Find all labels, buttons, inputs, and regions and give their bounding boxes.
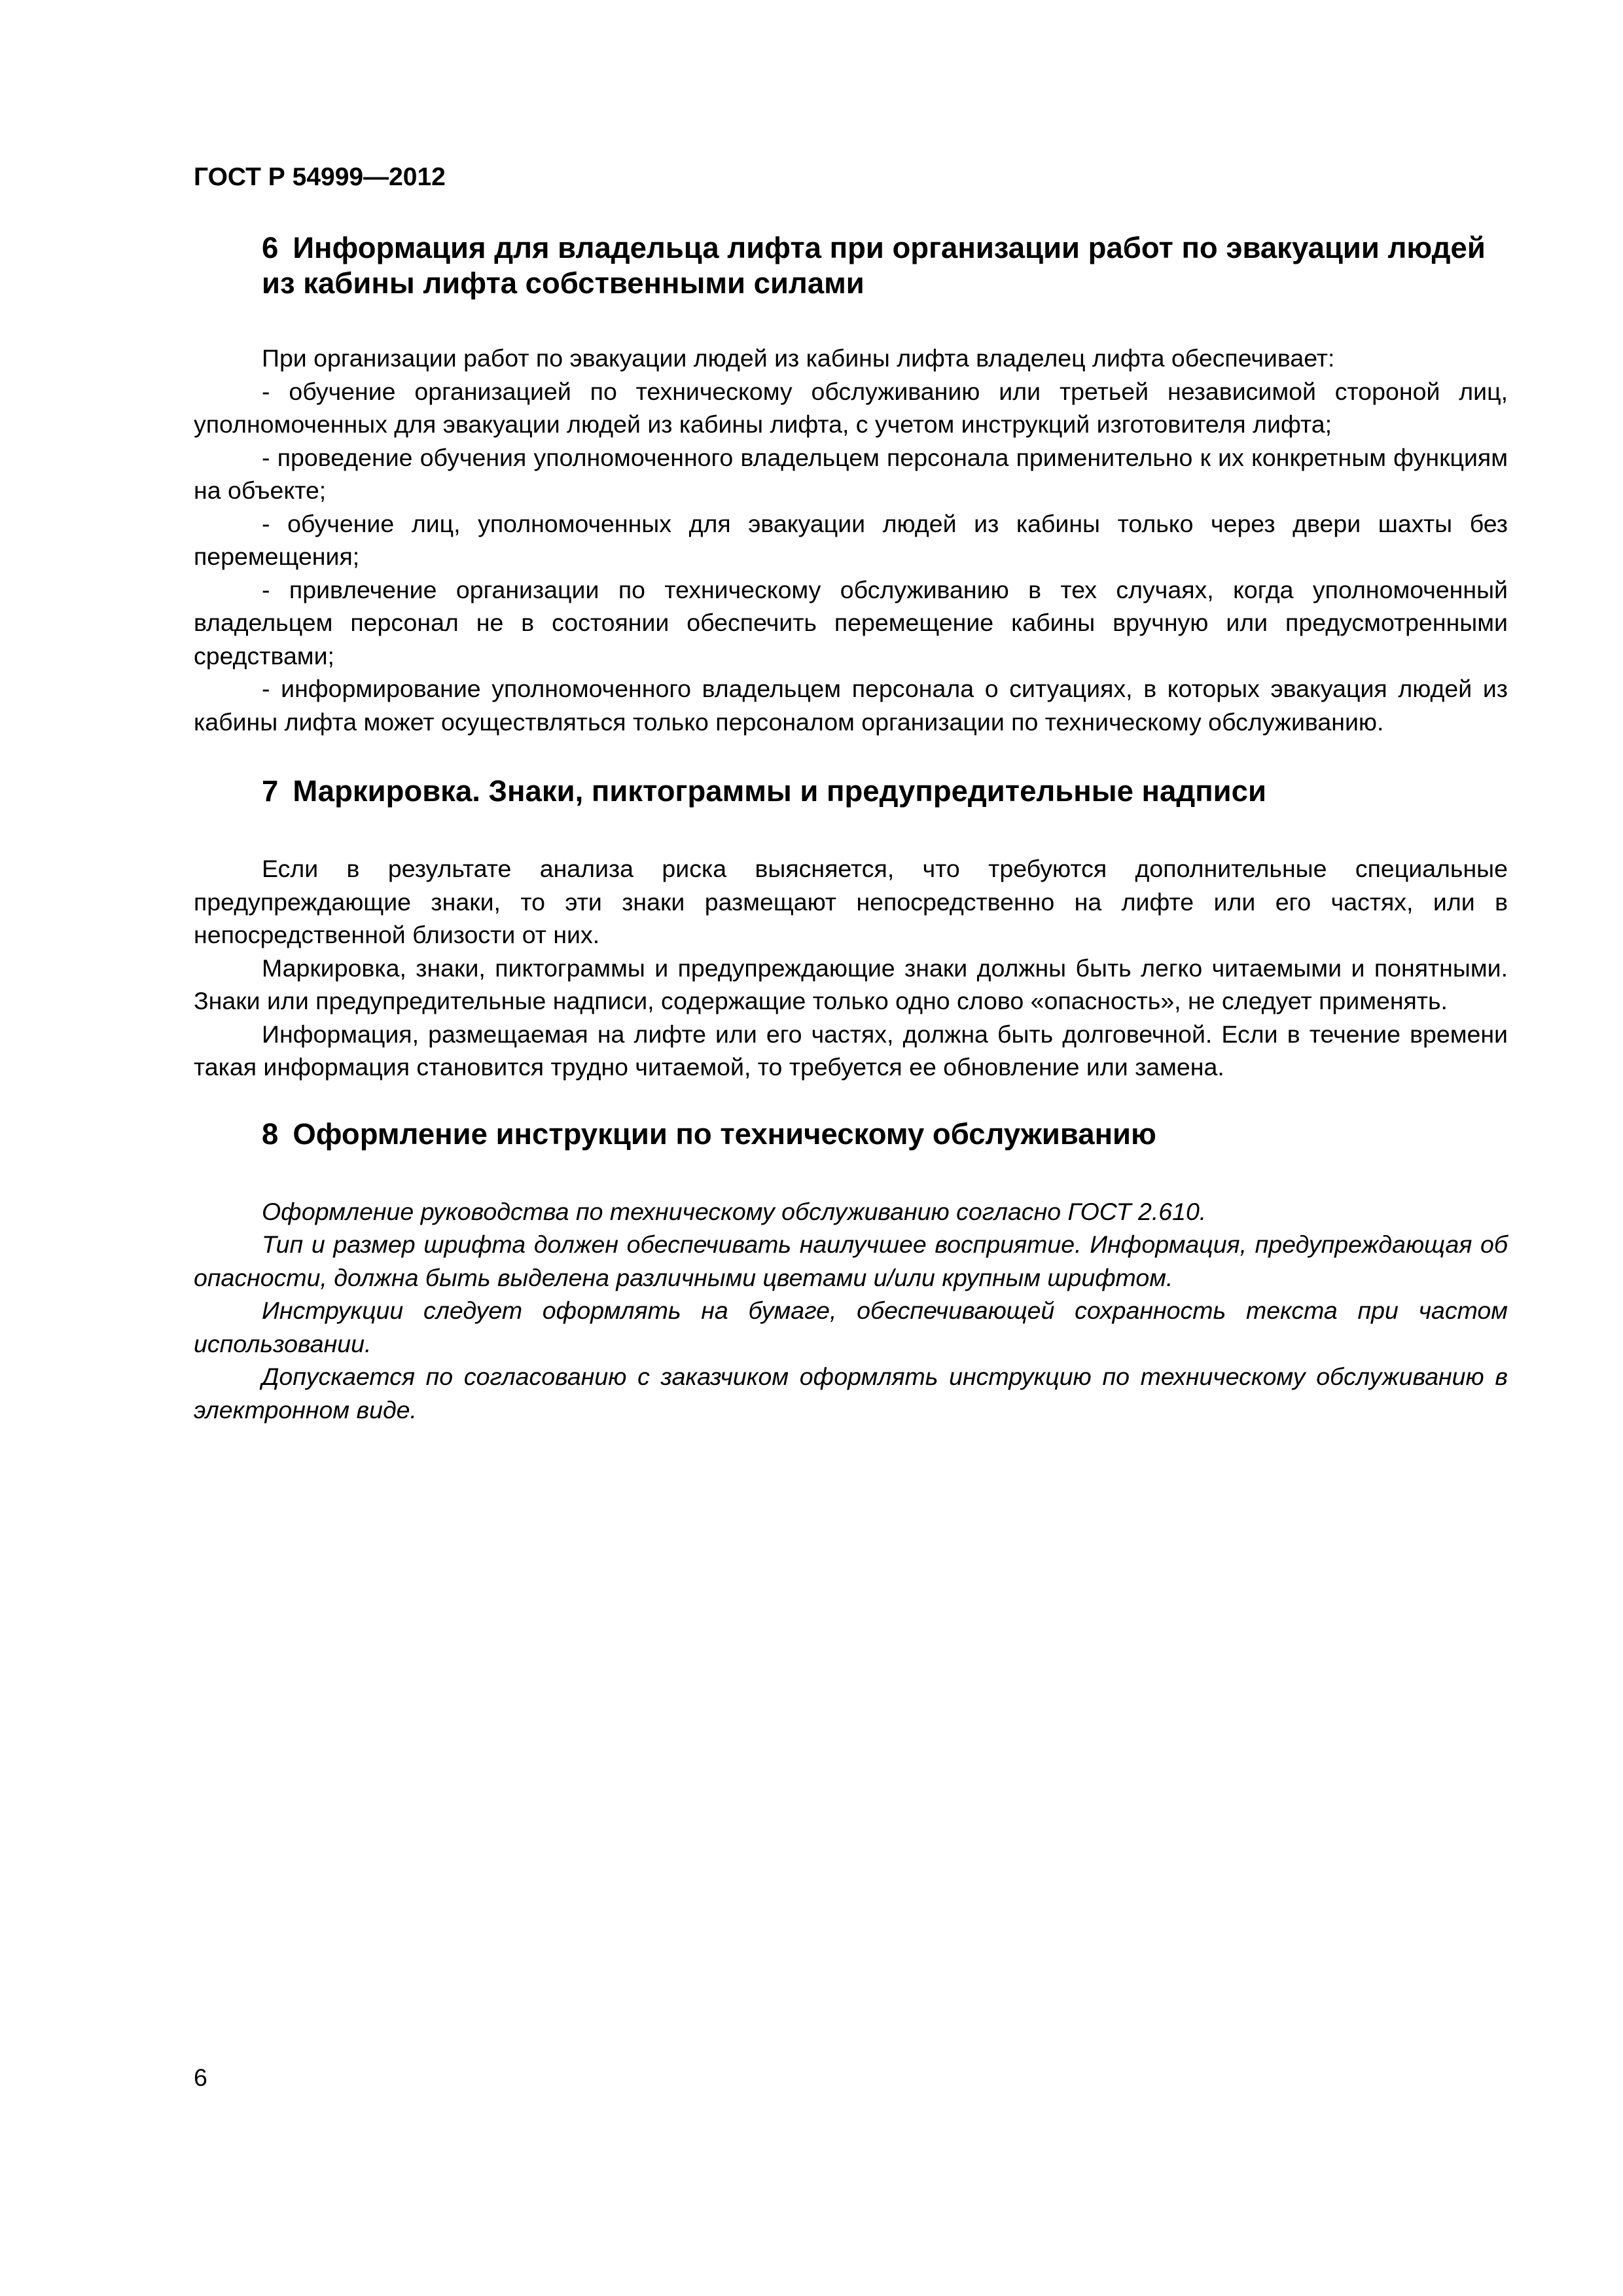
- section-7: [194, 774, 1508, 1084]
- section-7-heading: [194, 774, 1508, 809]
- section-6-intro: При организации работ по эвакуации людей из кабины лифта владелец лифта обеспечивает:: [262, 344, 1335, 372]
- section-8-paragraph-4: Допускается по согласованию с заказчиком оформлять инструкцию по техническому обслуживанию в электронном виде.: [194, 1363, 1508, 1424]
- section-6-item-1: - обучение организацией по техническому обслуживанию или третьей независимой стороной лиц, уполномоченных для эвакуации людей из кабины лифта, с учетом инструкций изготовителя лифта;: [194, 377, 1508, 438]
- section-6-heading: [194, 230, 1508, 301]
- section-8-title: Оформление инструкции по техническому обслуживанию: [293, 1117, 1156, 1151]
- section-6-item-3: - обучение лиц, уполномоченных для эвакуации людей из кабины только через двери шахты без перемещения;: [194, 509, 1508, 570]
- section-6: [194, 230, 1508, 738]
- section-6-item-4: - привлечение организации по техническому обслуживанию в тех случаях, когда уполномоченный владельцем персонал не в состоянии обеспечить перемещение кабины вручную или предусмотренными средствами;: [194, 575, 1508, 670]
- section-7-paragraph-3: Информация, размещаемая на лифте или его частях, должна быть долговечной. Если в течение времени такая информация становится трудно читаемой, то требуется ее обновление или замена.: [194, 1020, 1508, 1081]
- section-7-title: Маркировка. Знаки, пиктограммы и предупредительные надписи: [293, 774, 1266, 808]
- document-body: [194, 230, 1508, 1426]
- section-8-paragraph-2: Тип и размер шрифта должен обеспечивать наилучшее восприятие. Информация, предупреждающая об опасности, должна быть выделена различными цветами и/или крупным шрифтом.: [194, 1230, 1508, 1291]
- page-number: 6: [194, 2064, 207, 2091]
- section-8-heading: [194, 1117, 1508, 1152]
- section-7-paragraph-1: Если в результате анализа риска выясняется, что требуются дополнительные специальные предупреждающие знаки, то эти знаки размещают непосредственно на лифте или его частях, или в непосредственной близости от них.: [194, 855, 1508, 948]
- section-8-paragraph-3: Инструкции следует оформлять на бумаге, обеспечивающей сохранность текста при частом использовании.: [194, 1297, 1508, 1357]
- section-6-item-5: - информирование уполномоченного владельцем персонала о ситуациях, в которых эвакуация людей из кабины лифта может осуществляться только персоналом организации по техническому обслуживанию.: [194, 675, 1508, 736]
- section-6-title: Информация для владельца лифта при организации работ по эвакуации людей из кабины лифта собственными силами: [262, 231, 1486, 300]
- section-8-number: 8: [262, 1117, 279, 1151]
- section-6-item-2: - проведение обучения уполномоченного владельцем персонала применительно к их конкретным функциям на объекте;: [194, 443, 1508, 504]
- section-8-paragraph-1: Оформление руководства по техническому обслуживанию согласно ГОСТ 2.610.: [262, 1197, 1207, 1225]
- section-6-number: 6: [262, 231, 279, 264]
- document-code: ГОСТ Р 54999—2012: [194, 163, 446, 191]
- section-7-number: 7: [262, 774, 279, 808]
- section-8: [194, 1117, 1508, 1427]
- section-7-paragraph-2: Маркировка, знаки, пиктограммы и предупреждающие знаки должны быть легко читаемыми и понятными. Знаки или предупредительные надписи, содержащие только одно слово «опасность», не следует применять.: [194, 954, 1508, 1014]
